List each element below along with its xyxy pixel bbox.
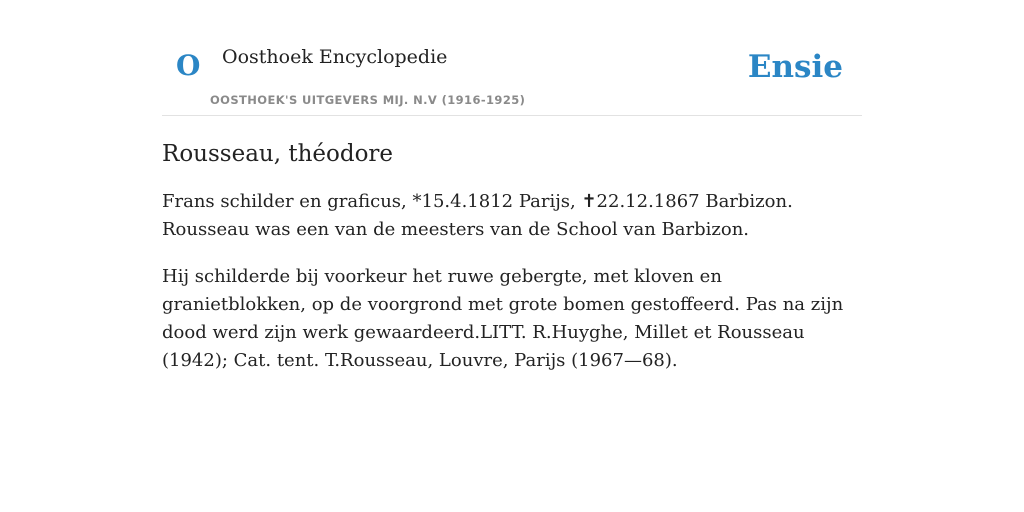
ensie-logo[interactable]: Ensie [747,49,843,85]
entry-content [162,138,862,375]
entry-paragraph-2: Hij schilderde bij voorkeur het ruwe gebergte, met kloven en granietblokken, op de voorgrond met grote bomen gestoffeerd. Pas na zijn dood werd zijn werk gewaardeerd.LITT. R.Huyghe, Millet et Rousseau (1942); Cat. tent. T.Rousseau, Louvre, Parijs (1967—68). [162,266,844,371]
entry-paragraph-1: Frans schilder en graficus, *15.4.1812 Parijs, ✝22.12.1867 Barbizon. Rousseau was een van de meesters van de School van Barbizon. [162,191,793,240]
entry-title: Rousseau, théodore [162,141,394,167]
oosthoek-logo-letter[interactable]: O [176,49,201,82]
encyclopedia-header [162,0,862,116]
encyclopedia-title[interactable]: Oosthoek Encyclopedie [222,46,448,68]
publisher-label: OOSTHOEK'S UITGEVERS MIJ. N.V (1916-1925) [210,93,526,107]
